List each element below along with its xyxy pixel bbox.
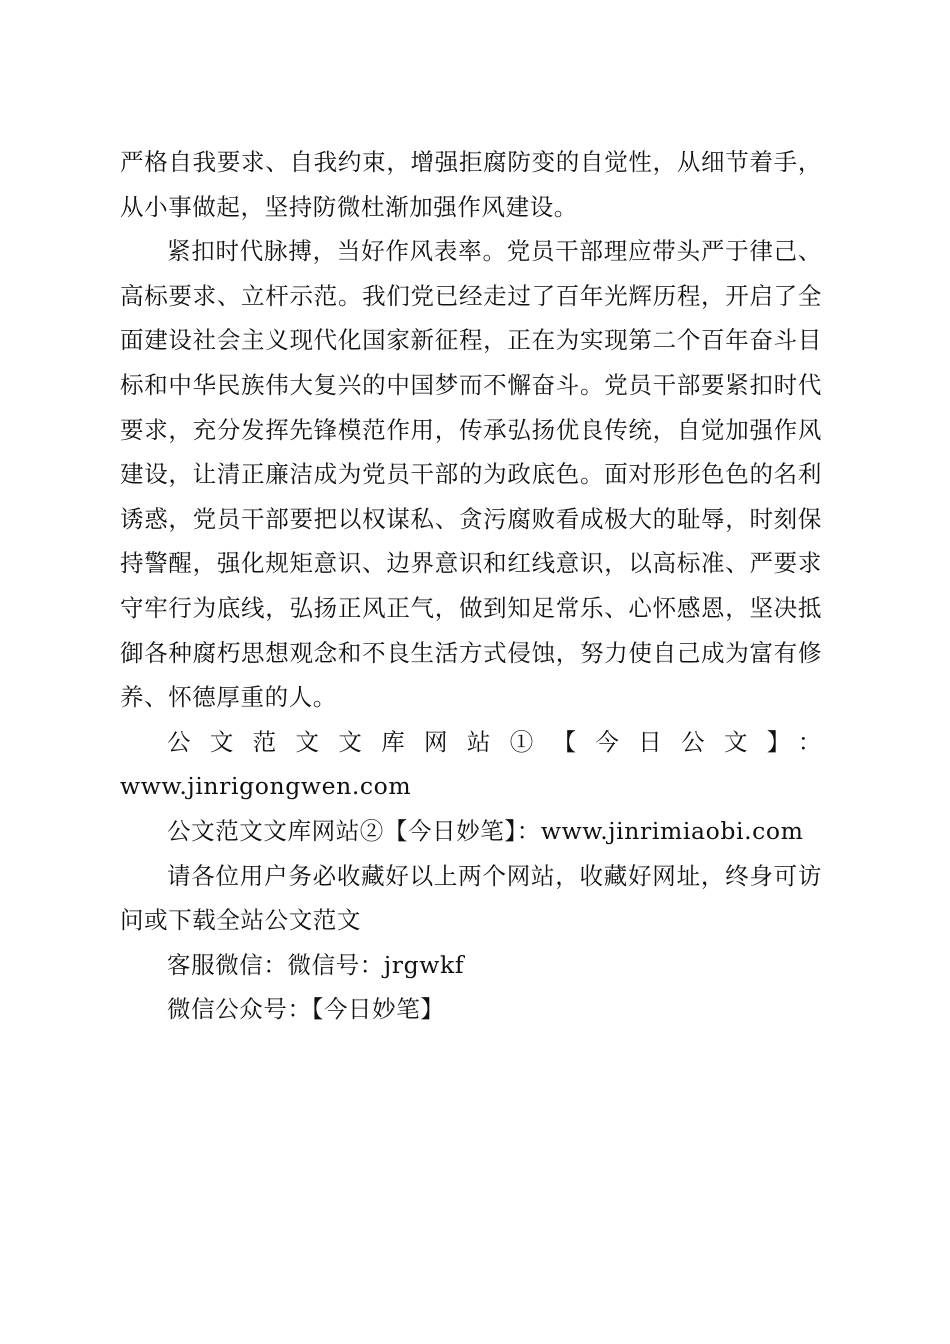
footer-notice: 请各位用户务必收藏好以上两个网站，收藏好网址，终身可访问或下载全站公文范文 (120, 861, 822, 935)
footer-site-2: 公文范文文库网站②【今日妙笔】：www.jinrimiaobi.com (167, 816, 804, 845)
document-page (120, 140, 822, 1032)
footer-wechat-service: 客服微信：微信号：jrgwkf (167, 950, 465, 979)
paragraph-main: 紧扣时代脉搏，当好作风表率。党员干部理应带头严于律己、高标要求、立杆示范。我们党已经走过了百年光辉历程，开启了全面建设社会主义现代化国家新征程，正在为实现第二个百年奋斗目标和中华民族伟大复兴的中国梦而不懈奋斗。党员干部要紧扣时代要求，充分发挥先锋模范作用，传承弘扬优良传统，自觉加强作风建设，让清正廉洁成为党员干部的为政底色。面对形形色色的名利诱惑，党员干部要把以权谋私、贪污腐败看成极大的耻辱，时刻保持警醒，强化规矩意识、边界意识和红线意识，以高标准、严要求守牢行为底线，弘扬正风正气，做到知足常乐、心怀感恩，坚决抵御各种腐朽思想观念和不良生活方式侵蚀，努力使自己成为富有修养、怀德厚重的人。 (120, 237, 822, 712)
footer-wechat-public: 微信公众号：【今日妙笔】 (167, 995, 445, 1024)
paragraph-continuation: 严格自我要求、自我约束，增强拒腐防变的自觉性，从细节着手，从小事做起，坚持防微杜渐加强作风建设。 (120, 148, 822, 221)
footer-site-1: 公文范文文库网站①【今日公文】：www.jinrigongwen.com (120, 727, 822, 801)
